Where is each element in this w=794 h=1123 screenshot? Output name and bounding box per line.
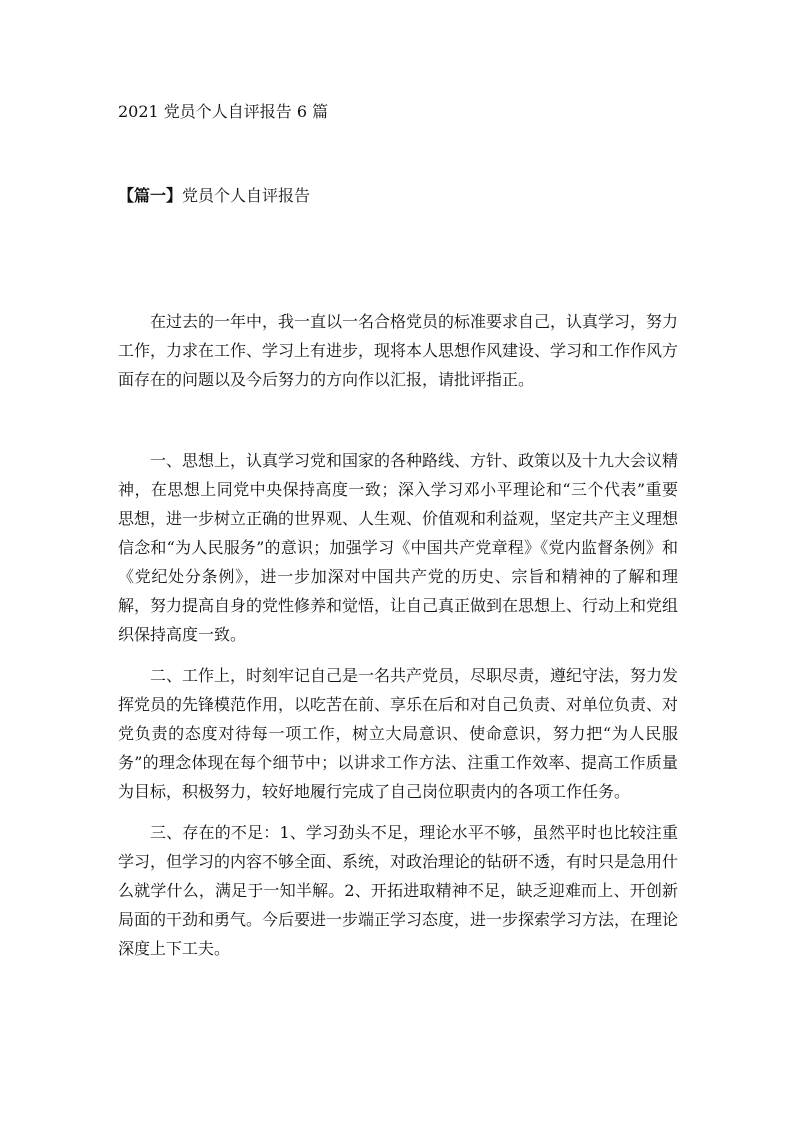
document-title: 2021 党员个人自评报告 6 篇: [118, 102, 329, 121]
section-heading: [118, 185, 310, 207]
intro-paragraph: 在过去的一年中，我一直以一名合格党员的标准要求自己，认真学习，努力工作，力求在工作、学习上有进步，现将本人思想作风建设、学习和工作作风方面存在的问题以及今后努力的方向作以汇报，请批评指正。: [118, 312, 679, 389]
paragraph-work: 二、工作上，时刻牢记自己是一名共产党员，尽职尽责，遵纪守法，努力发挥党员的先锋模范作用，以吃苦在前、享乐在后和对自己负责、对单位负责、对党负责的态度对待每一项工作，树立大局意识、使命意识，努力把“为人民服务”的理念体现在每个细节中；以讲求工作方法、注重工作效率、提高工作质量为目标，积极努力，较好地履行完成了自己岗位职责内的各项工作任务。: [118, 666, 679, 801]
section-number: 【篇一】: [118, 186, 183, 205]
paragraph-shortcomings: 三、存在的不足：1、学习劲头不足，理论水平不够，虽然平时也比较注重学习，但学习的内容不够全面、系统，对政治理论的钻研不透，有时只是急用什么就学什么，满足于一知半解。2、开拓进取精神不足，缺乏迎难而上、开创新局面的干劲和勇气。今后要进一步端正学习态度，进一步探索学习方法，在理论深度上下工夫。: [118, 823, 679, 958]
section-title: 党员个人自评报告: [182, 186, 311, 205]
document-body: [118, 307, 678, 963]
paragraph-ideology: 一、思想上，认真学习党和国家的各种路线、方针、政策以及十九大会议精神，在思想上同党中央保持高度一致；深入学习邓小平理论和“三个代表”重要思想，进一步树立正确的世界观、人生观、价值观和利益观，坚定共产主义理想信念和“为人民服务”的意识；加强学习《中国共产党章程》《党内监督条例》和《党纪处分条例》，进一步加深对中国共产党的历史、宗旨和精神的了解和理解，努力提高自身的党性修养和觉悟，让自己真正做到在思想上、行动上和党组织保持高度一致。: [118, 451, 679, 644]
